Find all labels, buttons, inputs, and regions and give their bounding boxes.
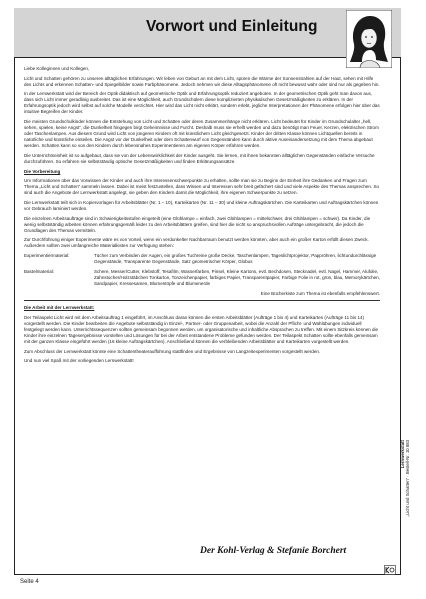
greeting: Liebe Kolleginnen und Kollegen, [24, 66, 90, 71]
sidebar-line: Lernwerkstatt [400, 440, 405, 469]
materials-value: Tücher zum Verbinden der Augen, ein großes Tuchreine große Decke, Taschenlampen, Tageslichtprojektor, Pappröhren, lichtundurchlässige Gegenstände, Transparente Gegenstände, Satz geometrischer Körper, Globus [94, 253, 377, 265]
paragraph: Um Informationen über das Vorwissen der Kinder und auch ihre Interessenschwerpunkte zu erhalten, sollte man sie zu Beginn der Einheit ihre Gedanken und Fragen zum Thema „Licht und Schatten“ sammeln lassen. Dabei ist meist festzustellen, dass Wissen und Interessen sehr breit gefächert sind und viele Aspekte des Themas ansprechen. So sind auch die Angebote der Lernwerkstatt angelegt, sie geben den Kindern damit die Möglichkeit, ihre eigenen Schwerpunkte zu setzen. [24, 178, 380, 196]
paragraph: Und nun viel Spaß mit der vorliegenden Lernwerkstatt! [24, 358, 134, 364]
paragraph: Zur Durchführung einiger Experimente wäre es von Vorteil, wenn ein verdunkelter Nachbarraum benutzt werden könnten, aber auch ein großer Karton erfüllt diesen Zweck. Außerdem sollten zwei umfangreiche Materialkisten zur Verfügung stehen: [24, 237, 369, 249]
paragraph: Licht und Schatten gehören zu unseren alltäglichen Erfahrungen. Wir leben von Geburt an mit dem Licht, spüren die Wärme der Sonnenstrahlen auf der Haut, sehen mit Hilfe des Lichts und erkennen Schatten- und Spiegelbilder sowie Farbphänomene. Jedoch nehmen wir diese Alltagsphänomene oft nicht bewusst wahr oder sind nur als gegeben hin. [24, 75, 380, 87]
paragraph: Die Unterrichtseinheit ist so aufgebaut, dass sie von der Lebenswirklichkeit der Kinder ausgeht. Sie lernen, mit ihnen bekannten alltäglichen Gegenständen einfache Versuche durchzuführen. So erfahren sie selbstständig optische Gesetzmäßigkeiten und finden Erklärungsansätze. [24, 152, 375, 164]
materials-label: Experimentiermaterial: [24, 253, 70, 259]
materials-list [24, 269, 380, 287]
sidebar-order-info [400, 440, 422, 570]
section-heading: Die Arbeit mit der Lernwerkstatt: [24, 305, 95, 311]
text-content [24, 66, 380, 368]
materials-label: Bastelmaterial: [24, 268, 55, 274]
publisher-logo-icon [384, 565, 396, 575]
materials-value: Schere, Messer/Cutter, Klebstoff, Tesafilm, Wasserfarben, Pinsel, Kleine Kartons, evtl. Bechdosen, Stecknadel, evtl. Nagel, Hammer, Alufolie, Zahnstocher/Holzstäbchen Tonkarton, Tonzeichenpapier, farbiges Papier, Transparentpapier, Farbige Folie in rot, grün, blau, Memorykärtchen, Sandpapier, Kressesamen, Blumentöpfe und Blumenerde [94, 268, 380, 286]
divider [24, 300, 380, 301]
paragraph: Die meisten Grundschulkinder können die Entstehung von Licht und Schatten oder deren Zusammenhänge nicht erklären. Licht bedeutet für Kinder im Grundschulalter „hell, sehen, spielen, keine Angst“, die Dunkelheit hingegen birgt Geheimnisse und Furcht. Deshalb muss sie erhellt werden und dazu benötigt man Feuer, Kerzen, elektrischen Strom oder Taschenlampen. Aus diesem Grund wird Licht von jüngeren Kindern oft mit künstlichem Licht gleichgesetzt. Kinder der dritten Klasse können Lichtquellen bereits in natürliche und künstliche einteilen. Die Angst vor der Dunkelheit oder dem Schattenwurf von Gegenständen kann durch aktive Auseinandersetzung mit dem Thema abgebaut werden. Schatten kann so von den Kindern durch lebensnahes Experimentieren am eigenen Körper erfahren werden. [24, 119, 379, 149]
materials-list [24, 253, 380, 265]
paragraph: Zum Abschluss der Lernwerkstatt könnte eine Schattentheateraufführung stattfinden und Ergebnisse von Langzeitexperimenten vorgestellt werden. [24, 348, 321, 354]
page-title: Vorwort und Einleitung [146, 18, 318, 35]
page-number: Seite 4 [20, 579, 39, 585]
paragraph: Die einzelnen Arbeitsaufträge sind in Schwierigkeitsstufen eingeteilt (eine Glühlampe = einfach, zwei Glühlampen = mittelschwer, drei Glühlampen = schwer). Da Kinder, die wenig selbstständig arbeiten können erfahrungsgemäß leider zu den Arbeitsblättern greifen, sind hier die nicht so anspruchsvollen Aufträge untergebracht, die jedoch die Grundlagen des Themas vermitteln. [24, 215, 371, 233]
sidebar-line: „Licht und Schatten“ · Bestell-Nr. 10 883 [405, 440, 411, 517]
section-heading: Die Vorbereitung [24, 168, 61, 174]
title-bar [14, 8, 401, 58]
paragraph: In der Lernwerkstatt wird der Bereich der Optik didaktisch auf geometrische Optik und Erfahrungsoptik reduziert angeboten. In der geometrischen Optik geht man davon aus, dass sich Licht immer geradlinig ausbreitet. Das ist eine Möglichkeit, auch Grundschülern diese komplizierten physikalischen Gesetzmäßigkeiten zu erklären. In der Erfahrungsoptik jedoch wird selbst auf solche Modelle verzichtet. Hier wird das Licht nicht erklärt, sondern erlebt, jegliche Interpretationen der Phänomene erfolgen hier über das intuitive Begreifen der Kinder. [24, 91, 380, 115]
portrait-illustration [346, 10, 392, 68]
signature: Der Kohl-Verlag & Stefanie Borchert [200, 546, 347, 556]
book-note: Eine Bücherkiste zum Thema ist ebenfalls empfehlenswert. [260, 290, 380, 296]
paragraph: Die Lernwerkstatt teilt sich in Kopiervorlagen für Arbeitsblätter (Nr. 1 – 10), Karteikarten (Nr. 11 – 30) und kleine Auftragskärtchen. Die Karteikarten und Auftragskärtchen können vor Gebrauch laminiert werden. [24, 200, 379, 212]
paragraph: Der Teilaspekt Licht wird mit dem Arbeitsauftrag 1 eingeführt, im Anschluss daran können die ersten Arbeitsblätter (Aufträge 1 bis 4) und Karteikarten (Aufträge 11 bis 14) vorgestellt werden. Die Kinder bearbeiten die Angebote selbstständig in Einzel-, Partner- oder Gruppenarbeit, wobei die Anzahl der Pflicht- und Wahlübungen individuell festgelegt werden kann. Unterrichtssequenzen sollten gemeinsam begonnen werden, um organisatorische und inhaltliche Absprachen zu treffen. Mit einem Sitzkreis können die Kinder ihre einzelnen Tagesergebnisse vorstellen und Lösungen für bei der Arbeit entstandene Probleme gefunden werden. Der Teilaspekt Schatten sollte ebenfalls gemeinsam mit der ganzen Klasse eingeführt werden (16 kleine Auftragskärtchen). Anschließend können die verbleibenden Arbeitsblätter und Karteikarten vorgestellt werden. [24, 314, 379, 344]
